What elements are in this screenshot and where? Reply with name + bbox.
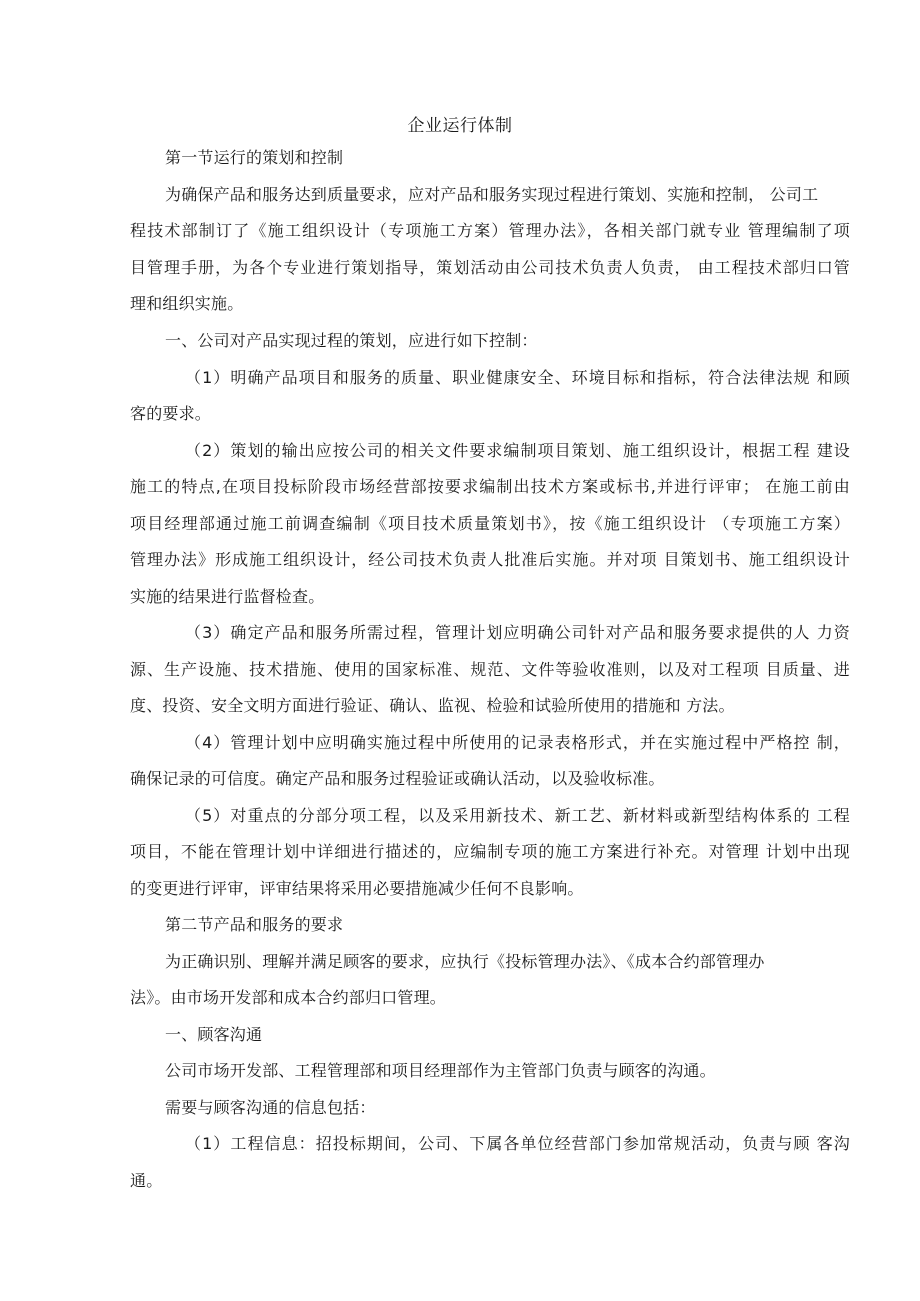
clause-2-line: 项目经理部通过施工前调查编制《项目技术质量策划书》，按《施工组织设计 （专项施工方案） [130,514,850,533]
section1-item1-heading: 一、公司对产品实现过程的策划，应进行如下控制： [165,331,538,350]
clause-3-line: 源、生产设施、技术措施、使用的国家标准、规范、文件等验收准则，以及对工程项 目质量、进 [130,660,850,679]
clause-2-line: （2）策划的输出应按公司的相关文件要求编制项目策划、施工组织设计，根据工程 建设 [185,441,850,460]
document-title: 企业运行体制 [407,116,513,136]
clause-5-line: 项目，不能在管理计划中详细进行描述的，应编制专项的施工方案进行补充。对管理 计划中出现 [130,842,850,861]
section1-paragraph-line: 程技术部制订了《施工组织设计（专项施工方案）管理办法》，各相关部门就专业 管理编制了项 [130,221,850,240]
section1-paragraph-line: 理和组织实施。 [130,294,244,313]
section2-item1-heading: 一、顾客沟通 [165,1025,263,1044]
clause-3-line: （3）确定产品和服务所需过程，管理计划应明确公司针对产品和服务要求提供的人 力资 [185,623,850,642]
clause-2-line: 实施的结果进行监督检查。 [130,587,325,606]
clause-2-line: 施工的特点,在项目投标阶段市场经营部按要求编制出技术方案或标书,并进行评审； 在施工前由 [130,477,850,496]
clause-5-line: （5）对重点的分部分项工程，以及采用新技术、新工艺、新材料或新型结构体系的 工程 [185,806,850,825]
section1-paragraph-line: 为确保产品和服务达到质量要求，应对产品和服务实现过程进行策划、实施和控制， 公司工 [165,185,819,204]
clause-1-line: （1）明确产品项目和服务的质量、职业健康安全、环境目标和指标，符合法律法规 和顾 [185,368,850,387]
clause-5-line: 的变更进行评审，评审结果将采用必要措施减少任何不良影响。 [130,879,584,898]
section2-paragraph-line: 为正确识别、理解并满足顾客的要求，应执行《投标管理办法》、《成本合约部管理办 [165,952,765,971]
section2-clause-1-line: 通。 [130,1171,163,1190]
clause-1-line: 客的要求。 [130,404,212,423]
section1-heading: 第一节运行的策划和控制 [165,148,344,167]
section2-paragraph-line: 法》。由市场开发部和成本合约部归口管理。 [130,988,447,1007]
section2-heading: 第二节产品和服务的要求 [165,915,344,934]
section2-clause-1-line: （1）工程信息：招投标期间，公司、下属各单位经营部门参加常规活动，负责与顾 客沟 [185,1134,850,1153]
clause-4-line: （4）管理计划中应明确实施过程中所使用的记录表格形式，并在实施过程中严格控 制， [185,733,850,752]
section2-paragraph: 需要与顾客沟通的信息包括： [165,1098,376,1117]
section1-paragraph-line: 目管理手册，为各个专业进行策划指导，策划活动由公司技术负责人负责， 由工程技术部归口管 [130,258,850,277]
clause-2-line: 管理办法》形成施工组织设计，经公司技术负责人批准后实施。并对项 目策划书、施工组织设计 [130,550,850,569]
clause-4-line: 确保记录的可信度。确定产品和服务过程验证或确认活动，以及验收标准。 [130,769,665,788]
clause-3-line: 度、投资、安全文明方面进行验证、确认、监视、检验和试验所使用的措施和 方法。 [130,696,735,715]
section2-paragraph: 公司市场开发部、工程管理部和项目经理部作为主管部门负责与顾客的沟通。 [165,1061,716,1080]
